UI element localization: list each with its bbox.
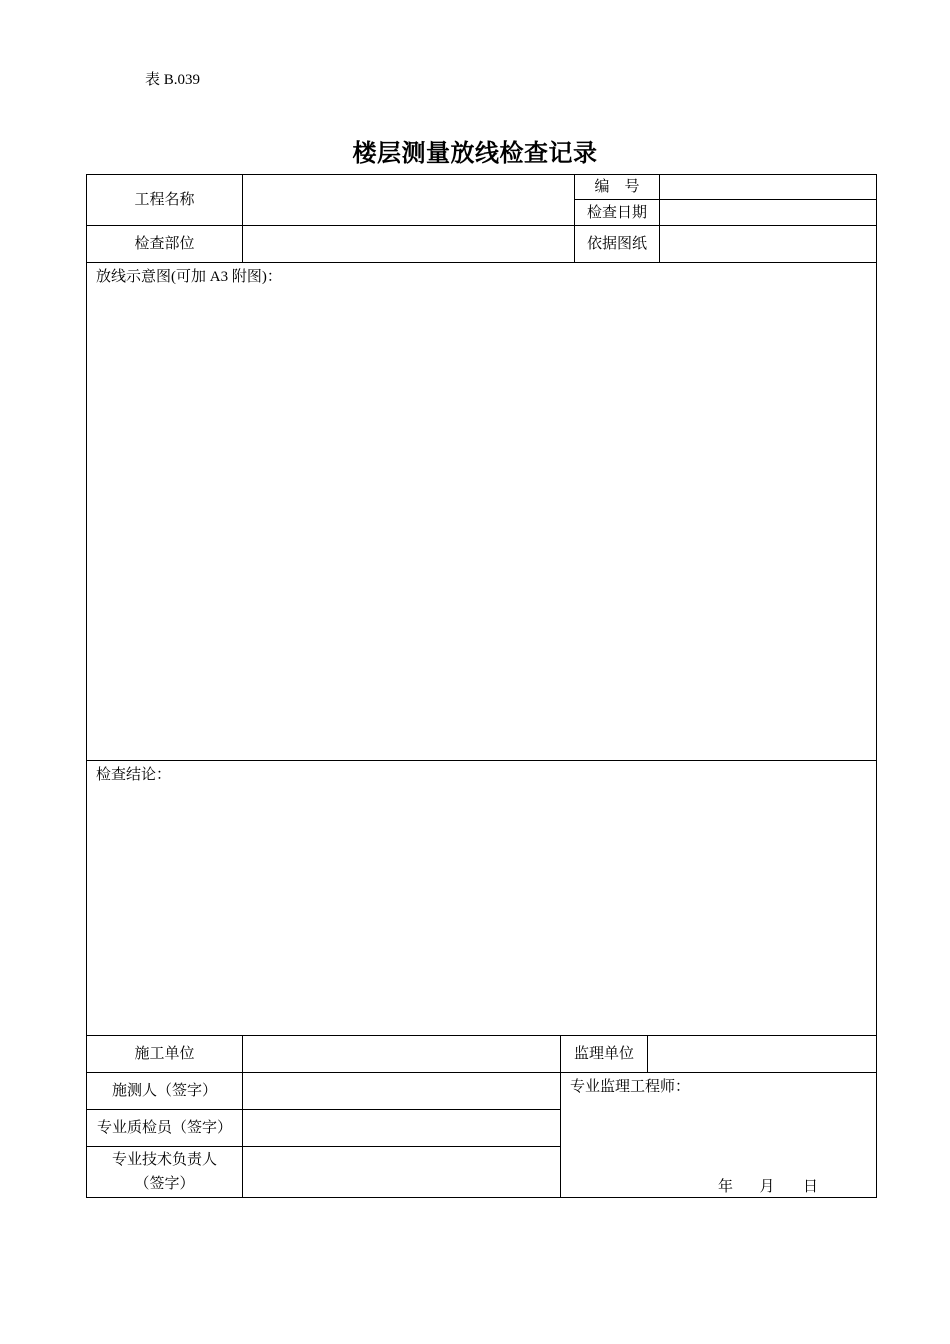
signature-date <box>718 1175 818 1196</box>
construction-unit-field[interactable] <box>243 1036 560 1072</box>
page-title: 楼层测量放线检查记录 <box>352 141 598 167</box>
date-day: 日 <box>803 1179 819 1195</box>
date-month: 月 <box>759 1179 775 1195</box>
supervision-unit-label: 监理单位 <box>573 1046 634 1062</box>
conclusion-section-label: 检查结论： <box>96 767 172 783</box>
inspection-part-label: 检查部位 <box>134 236 195 252</box>
project-name-label: 工程名称 <box>134 192 195 208</box>
tech-lead-label-line2: （签字） <box>134 1176 195 1192</box>
diagram-area[interactable] <box>87 293 876 760</box>
supervising-engineer-label: 专业监理工程师： <box>570 1079 691 1095</box>
inspection-date-field[interactable] <box>660 200 876 225</box>
tech-lead-label-line1: 专业技术负责人 <box>111 1152 217 1168</box>
number-field[interactable] <box>660 175 876 199</box>
tech-lead-label <box>87 1147 242 1197</box>
date-year: 年 <box>718 1179 734 1195</box>
form-code: 表 B.039 <box>145 72 201 88</box>
quality-inspector-signature-field[interactable] <box>243 1110 560 1146</box>
surveyor-label: 施测人（签字） <box>111 1083 217 1099</box>
drawing-basis-field[interactable] <box>660 226 876 262</box>
table-border-bottom <box>86 1197 877 1198</box>
conclusion-area[interactable] <box>87 791 876 1035</box>
project-name-field[interactable] <box>243 175 574 225</box>
inspection-date-label: 检查日期 <box>586 204 647 221</box>
diagram-section-label: 放线示意图(可加 A3 附图)： <box>96 269 282 285</box>
number-label: 编 号 <box>594 179 640 195</box>
supervision-unit-field[interactable] <box>648 1036 876 1072</box>
table-border-right <box>876 174 877 1198</box>
drawing-basis-label: 依据图纸 <box>586 236 647 252</box>
inspection-part-field[interactable] <box>243 226 574 262</box>
quality-inspector-label: 专业质检员（签字） <box>96 1120 232 1136</box>
supervising-engineer-signature-field[interactable] <box>561 1101 876 1171</box>
construction-unit-label: 施工单位 <box>134 1046 195 1062</box>
surveyor-signature-field[interactable] <box>243 1073 560 1109</box>
tech-lead-signature-field[interactable] <box>243 1147 560 1197</box>
